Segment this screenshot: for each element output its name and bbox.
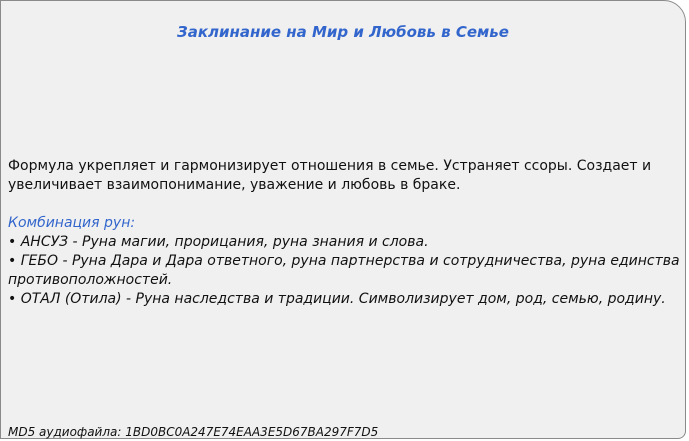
rune-item-ansuz xyxy=(8,233,680,252)
bullet-icon: • xyxy=(8,253,17,269)
rune-item-gebo xyxy=(8,252,680,290)
rune-list xyxy=(8,233,680,309)
spell-title: Заклинание на Мир и Любовь в Семье xyxy=(177,23,509,41)
rune-item-text: ГЕБО - Руна Дара и Дара ответного, руна партнерства и сотрудничества, руна единства противоположностей. xyxy=(8,253,680,288)
spell-body xyxy=(8,157,680,309)
spell-intro-text: Формула укрепляет и гармонизирует отношения в семье. Устраняет ссоры. Создает и увеличивает взаимопонимание, уважение и любовь в браке. xyxy=(8,158,652,193)
rune-combination-heading: Комбинация рун: xyxy=(8,215,136,231)
bullet-icon: • xyxy=(8,234,17,250)
rune-item-text: АНСУЗ - Руна магии, прорицания, руна знания и слова. xyxy=(20,234,429,250)
bullet-icon: • xyxy=(8,291,17,307)
audio-md5-checksum: MD5 аудиофайла: 1BD0BC0A247E74EAA3E5D67BA297F7D5 xyxy=(8,425,379,439)
rune-item-otal xyxy=(8,290,680,309)
rune-item-text: ОТАЛ (Отила) - Руна наследства и традиции. Символизирует дом, род, семью, родину. xyxy=(20,291,666,307)
